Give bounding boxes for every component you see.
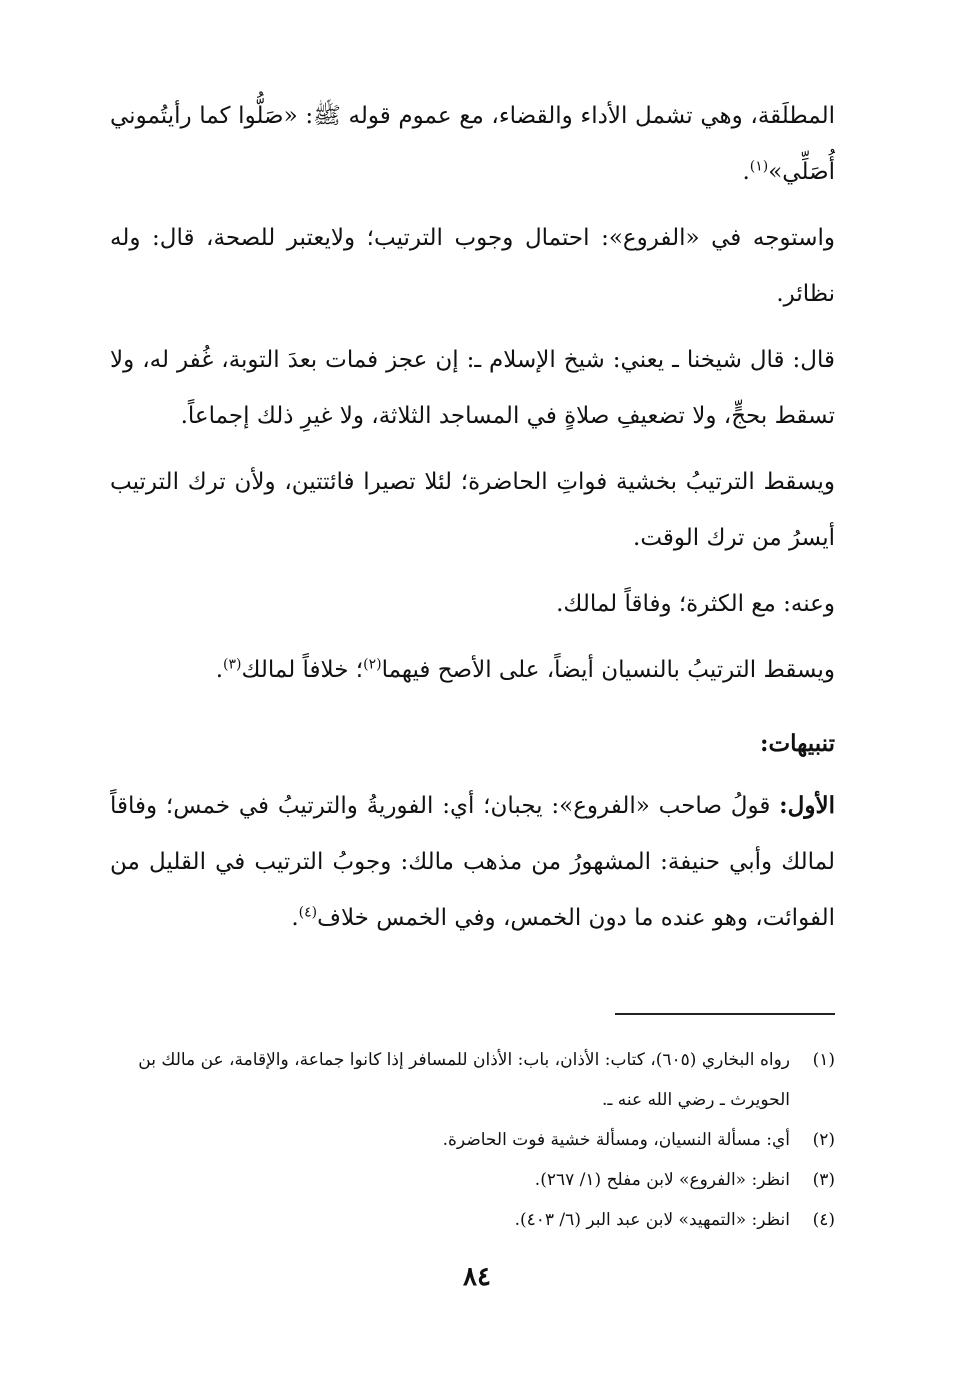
- paragraph-3: قال: قال شيخنا ـ يعني: شيخ الإسلام ـ: إن عجز فمات بعدَ التوبة، غُفر له، ولا تسقط بحجٍّ، ولا تضعيفِ صلاةٍ في المساجد الثلاثة، ولا غيرِ ذلك إجماعاً.: [110, 347, 835, 429]
- paragraph-lead: الأول:: [779, 792, 835, 819]
- footnotes: [110, 1040, 835, 1240]
- paragraph-7: الأول: قولُ صاحب «الفروع»: يجبان؛ أي: الفوريةُ والترتيبُ في خمس؛ وفاقاً لمالك وأبي حنيفة: المشهورُ من مذهب مالك: وجوبُ الترتيب في القليل من الفوائت، وهو عنده ما دون الخمس، وفي الخمس خلاف$^{(٤)}$.: [110, 792, 835, 931]
- paragraph-5: وعنه: مع الكثرة؛ وفاقاً لمالك.: [556, 591, 835, 617]
- footnote-ref-2[interactable]: (٢): [363, 656, 382, 673]
- footnote-ref-1[interactable]: (١): [749, 158, 769, 175]
- footnote-text: انظر: «الفروع» لابن مفلح (١/ ٢٦٧).: [534, 1170, 790, 1190]
- footnote-text: انظر: «التمهيد» لابن عبد البر (٦/ ٤٠٣).: [514, 1210, 790, 1230]
- footnote-ref-4[interactable]: (٤): [298, 904, 318, 921]
- footnote-item: [110, 1120, 835, 1160]
- footnote-text: رواه البخاري (٦٠٥)، كتاب: الأذان، باب: الأذان للمسافر إذا كانوا جماعة، والإقامة، عن مالك بن الحويرث ـ رضي الله عنه ـ.: [138, 1050, 790, 1110]
- main-text: [110, 88, 835, 956]
- footnote-number: (٢): [812, 1130, 835, 1150]
- section-heading: تنبيهات:: [760, 730, 835, 757]
- footnote-number: (٣): [812, 1170, 835, 1190]
- footnote-item: [110, 1040, 835, 1120]
- footnote-ref-3[interactable]: (٣): [223, 656, 242, 673]
- paragraph-1: المطلَقة، وهي تشمل الأداء والقضاء، مع عموم قوله ﷺ: «صَلُّوا كما رأيتُموني أُصَلِّي»$^{(١)}$.: [110, 103, 835, 185]
- footnote-divider: [615, 1013, 835, 1015]
- paragraph-6: ويسقط الترتيبُ بالنسيان أيضاً، على الأصح فيهما$^{(٢)}$؛ خلافاً لمالك$^{(٣)}$.: [215, 656, 835, 683]
- paragraph-2: واستوجه في «الفروع»: احتمال وجوب الترتيب؛ ولايعتبر للصحة، قال: وله نظائر.: [110, 225, 835, 307]
- footnote-text: أي: مسألة النسيان، ومسألة خشية فوت الحاضرة.: [442, 1130, 790, 1150]
- paragraph-4: ويسقط الترتيبُ بخشية فواتِ الحاضرة؛ لئلا تصيرا فائتتين، ولأن ترك الترتيب أيسرُ من ترك الوقت.: [110, 469, 835, 551]
- page-number: ٨٤: [463, 1262, 491, 1292]
- footnote-number: (١): [812, 1050, 835, 1070]
- footnote-number: (٤): [812, 1210, 835, 1230]
- footnote-item: [110, 1160, 835, 1200]
- footnote-item: [110, 1200, 835, 1240]
